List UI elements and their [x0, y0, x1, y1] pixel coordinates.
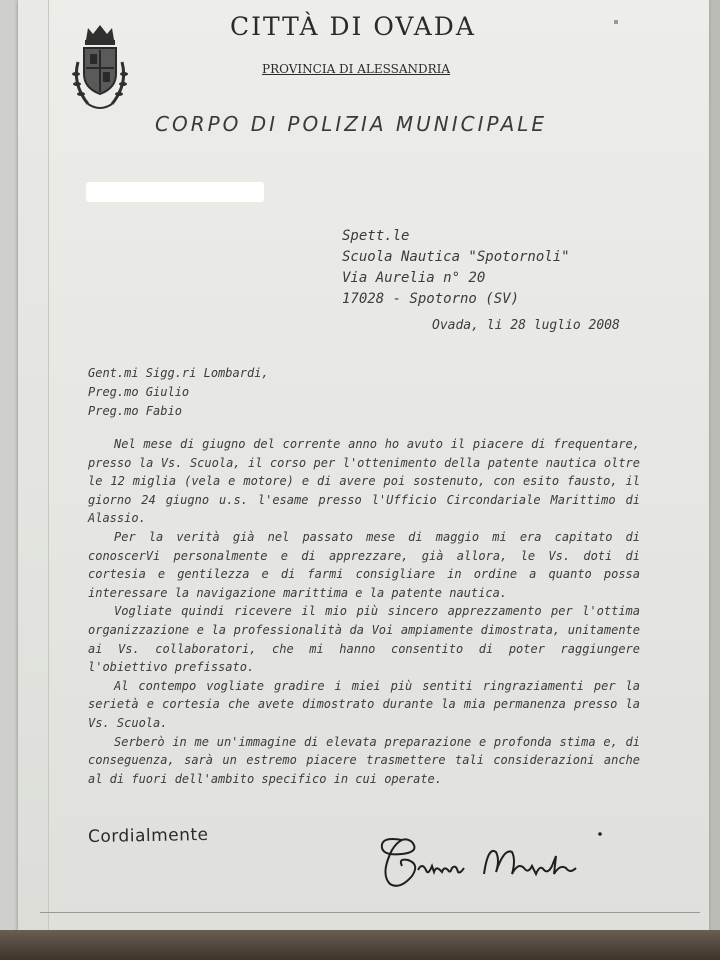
- salutation-line-1: Gent.mi Sigg.ri Lombardi,: [88, 366, 269, 380]
- body-paragraph-5: Serberò in me un'immagine di elevata preparazione e profonda stima e, di conseguenza, sarà un estremo piacere trasmettere tali considerazioni anche al di fuori dell'ambito specifico in cui operate.: [88, 734, 640, 786]
- body-paragraph-1: Nel mese di giugno del corrente anno ho avuto il piacere di frequentare, presso la Vs. Scuola, il corso per l'ottenimento della patente nautica oltre le 12 miglia (vela e motore) e di avere poi sostenuto, con esito fausto, il giorno 24 giugno u.s. l'esame presso l'Ufficio Circondariale Marittimo di Alassio.: [88, 437, 640, 526]
- body-paragraph-3: Vogliate quindi ricevere il mio più sincero apprezzamento per l'ottima organizzazione e la professionalità da Voi ampiamente dimostrata, unitamente ai Vs. collaboratori, che mi hanno consentito di poter raggiungere l'obiettivo prefissato.: [88, 604, 640, 675]
- salutation: [88, 364, 269, 421]
- recipient-line-3: Via Aurelia n° 20: [342, 270, 486, 286]
- city-title: CITTÀ DI OVADA: [230, 12, 476, 41]
- body-paragraph-4: Al contempo vogliate gradire i miei più sentiti ringraziamenti per la serietà e cortesia che avete dimostrato durante la mia permanenza presso la Vs. Scuola.: [88, 678, 640, 730]
- closing-phrase: Cordialmente: [87, 824, 209, 848]
- desk-edge: [0, 930, 720, 960]
- recipient-line-2: Scuola Nautica "Spotornoli": [342, 249, 570, 265]
- recipient-line-4: 17028 - Spotorno (SV): [342, 291, 520, 307]
- salutation-line-2: Preg.mo Giulio: [88, 385, 190, 399]
- city-crest-icon: [68, 22, 132, 118]
- salutation-line-3: Preg.mo Fabio: [88, 404, 182, 418]
- province-line: PROVINCIA DI ALESSANDRIA: [262, 62, 451, 76]
- page-mark: [614, 20, 618, 24]
- recipient-line-1: Spett.le: [342, 228, 410, 244]
- footer-rule: [40, 912, 700, 913]
- letter-date: Ovada, li 28 luglio 2008: [432, 318, 620, 333]
- body-paragraph-2: Per la verità già nel passato mese di maggio mi era capitato di conoscerVi personalmente e di apprezzare, già allora, le Vs. doti di cortesia e gentilezza e di farmi consigliare in ordine a quanto possa interessare la navigazione marittima e la patente nautica.: [88, 529, 640, 600]
- redaction-block: [86, 182, 264, 202]
- letter-body: [88, 435, 640, 788]
- recipient-address: [342, 226, 570, 310]
- handwritten-signature-icon: [372, 826, 612, 892]
- corps-heading: CORPO DI POLIZIA MUNICIPALE: [155, 112, 548, 136]
